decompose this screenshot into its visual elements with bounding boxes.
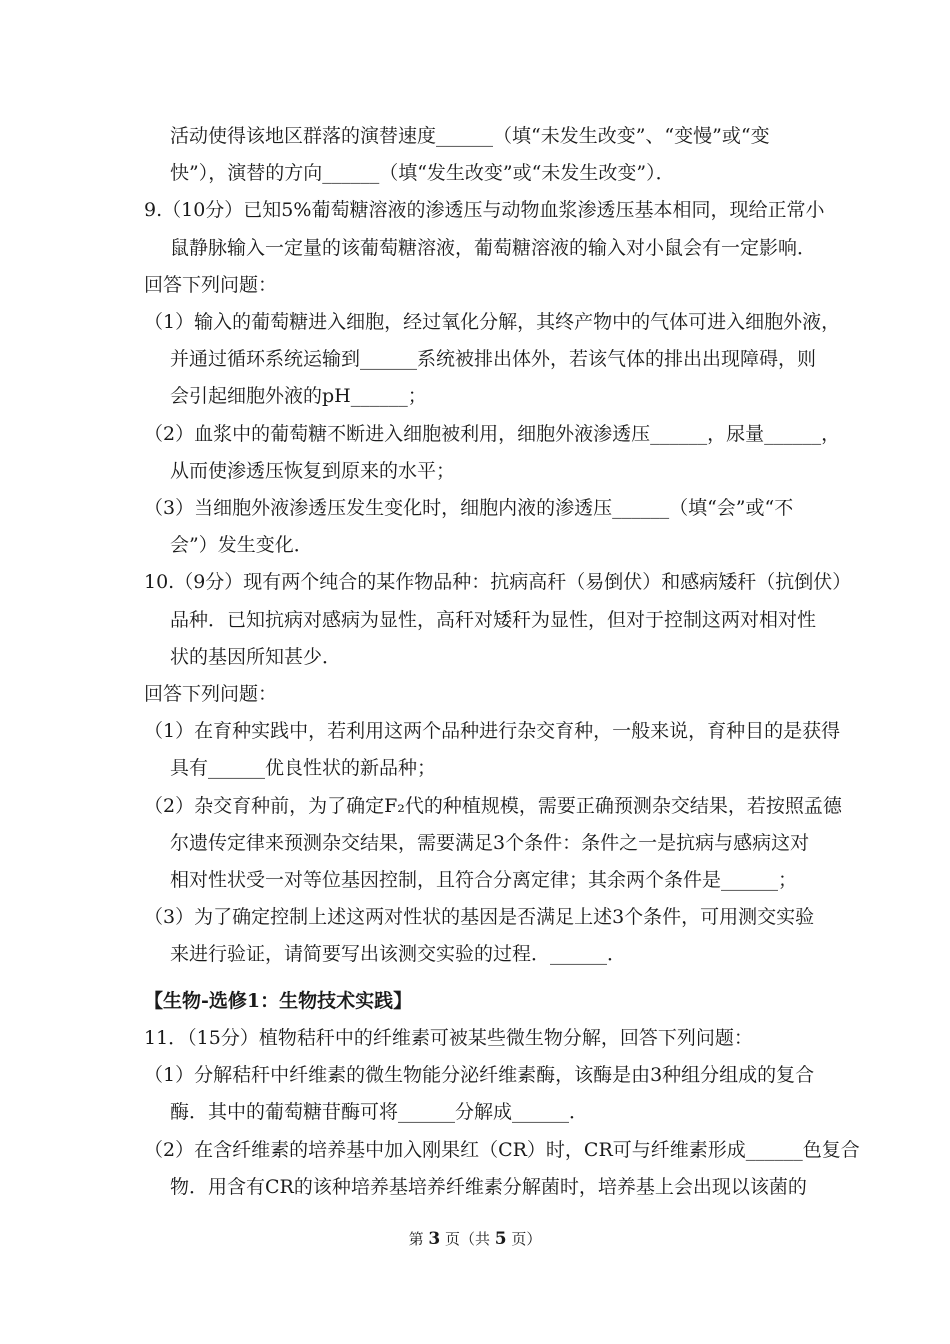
text-line: 从而使渗透压恢复到原来的水平； [170,459,456,482]
text-line: 酶．其中的葡萄糖苷酶可将______分解成______． [170,1101,589,1124]
text-line: 来进行验证，请简要写出该测交实验的过程．______． [170,943,627,966]
text-line: 尔遗传定律来预测杂交结果，需要满足3个条件：条件之一是抗病与感病这对 [170,831,810,854]
text-line: （3）当细胞外液渗透压发生变化时，细胞内液的渗透压______（填“会”或“不 [144,497,794,519]
footer-suffix: 页） [511,1230,542,1248]
text-line: 活动使得该地区群落的演替速度______（填“未发生改变”、“变慢”或“变 [170,125,770,147]
text-line: 11．（15分）植物秸秆中的纤维素可被某些微生物分解，回答下列问题： [144,1027,753,1049]
text-line: 会引起细胞外液的pH______； [170,385,427,408]
text-line: （1）输入的葡萄糖进入细胞，经过氧化分解，其终产物中的气体可进入细胞外液， [144,311,841,333]
text-line: （3）为了确定控制上述这两对性状的基因是否满足上述3个条件，可用测交实验 [144,906,815,929]
text-line: （2）血浆中的葡萄糖不断进入细胞被利用，细胞外液渗透压______，尿量______， [144,422,841,445]
footer-middle: 页（共 [444,1230,490,1248]
text-line: 会”）发生变化． [170,534,313,557]
text-line: 具有______优良性状的新品种； [170,757,437,780]
footer-page-number: 3 [428,1229,441,1249]
page-footer [0,1228,950,1250]
text-line: （2）在含纤维素的培养基中加入刚果红（CR）时，CR可与纤维素形成______色复合 [144,1138,860,1161]
footer-prefix: 第 [408,1230,424,1248]
section-title: 【生物-选修1：生物技术实践】 [144,990,413,1012]
text-line: 状的基因所知甚少． [170,645,342,668]
text-line: 回答下列问题： [144,273,278,296]
text-line: 回答下列问题： [144,683,278,705]
text-line: 快”），演替的方向______（填“发生改变”或“未发生改变”）． [170,162,675,185]
text-line: 并通过循环系统运输到______系统被排出体外，若该气体的排出出现障碍，则 [170,348,817,371]
text-line: 品种．已知抗病对感病为显性，高秆对矮秆为显性，但对于控制这两对相对性 [170,608,817,631]
text-line: （1）在育种实践中，若利用这两个品种进行杂交育种，一般来说，育种目的是获得 [144,720,841,743]
text-line: 物．用含有CR的该种培养基培养纤维素分解菌时，培养基上会出现以该菌的 [170,1175,807,1198]
text-line: （1）分解秸秆中纤维素的微生物能分泌纤维素酶，该酶是由3种组分组成的复合 [144,1064,815,1087]
text-line: 9.（10分）已知5%葡萄糖溶液的渗透压与动物血浆渗透压基本相同，现给正常小 [144,199,825,222]
text-line: （2）杂交育种前，为了确定F₂代的种植规模，需要正确预测杂交结果，若按照孟德 [144,794,842,817]
text-line: 相对性状受一对等位基因控制，且符合分离定律；其余两个条件是______； [170,869,798,891]
text-line: 鼠静脉输入一定量的该葡萄糖溶液，葡萄糖溶液的输入对小鼠会有一定影响． [170,236,817,259]
footer-total-pages: 5 [494,1229,507,1249]
text-line: 10.（9分）现有两个纯合的某作物品种：抗病高秆（易倒伏）和感病矮秆（抗倒伏） [144,571,852,594]
